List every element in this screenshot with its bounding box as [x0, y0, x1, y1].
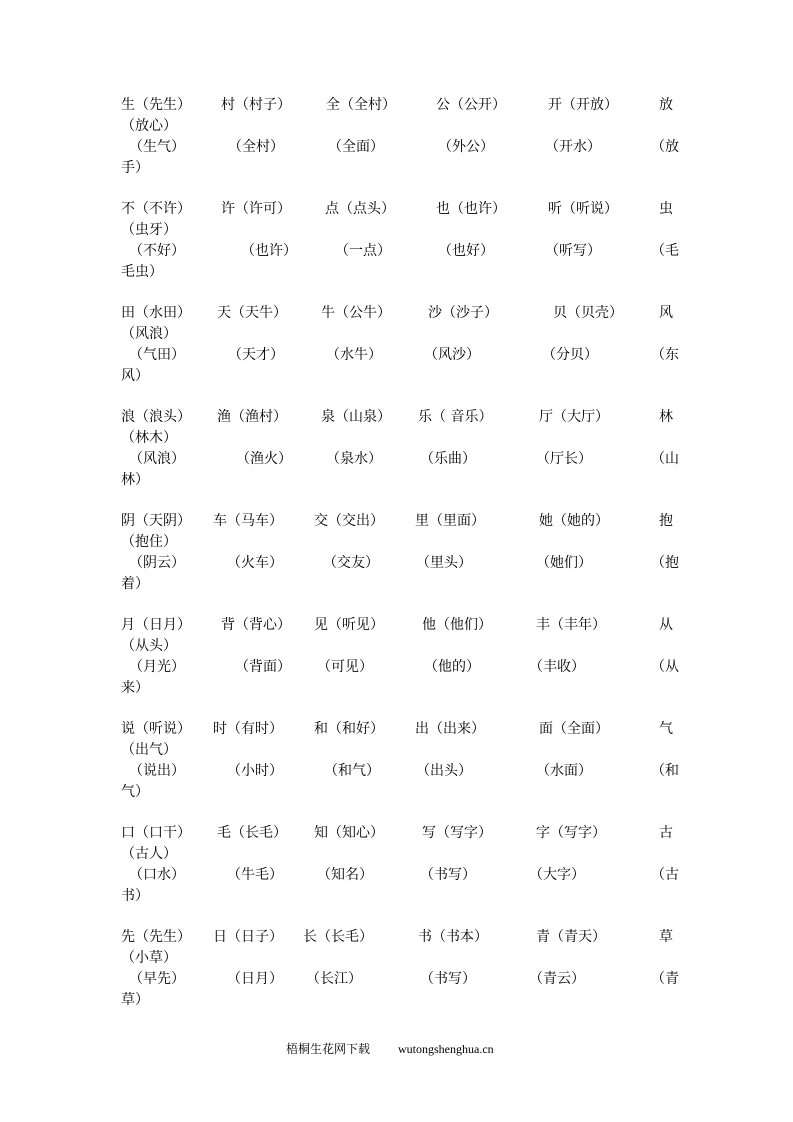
word-entry: 贝（贝壳） [553, 305, 623, 321]
word-entry: （毛 [651, 243, 679, 259]
word-row-secondary [121, 657, 679, 678]
word-entry-wrap: 毛虫） [121, 264, 163, 280]
word-entry: （分贝） [542, 347, 598, 363]
word-row-primary-wrap [121, 324, 674, 345]
word-entry: 面（全面） [539, 721, 609, 737]
word-entry: 乐（ 音乐） [418, 409, 493, 425]
word-entry-wrap: 草） [121, 992, 149, 1008]
word-entry: （大字） [529, 867, 585, 883]
word-entry: （交友） [323, 555, 379, 571]
word-row-secondary [121, 761, 679, 782]
word-entry: 先（先生） [121, 929, 191, 945]
word-entry: （气田） [129, 347, 185, 363]
word-entry-wrap: （风浪） [121, 326, 177, 342]
word-row-secondary [121, 345, 679, 366]
word-row-primary-wrap [121, 740, 674, 761]
word-row-secondary [121, 969, 679, 990]
word-row-secondary-wrap [121, 782, 674, 803]
word-entry: （东 [651, 347, 679, 363]
word-entry: 说（听说） [121, 721, 191, 737]
word-entry: 浪（浪头） [121, 409, 191, 425]
word-row-secondary [121, 137, 679, 158]
word-entry: （丰收） [529, 659, 585, 675]
word-entry: （风浪） [129, 451, 185, 467]
word-entry: （风沙） [424, 347, 480, 363]
word-entry: （早先） [129, 971, 185, 987]
word-entry: 放 [659, 97, 673, 113]
word-entry: 车（马车） [213, 513, 283, 529]
page-footer [286, 1040, 494, 1058]
word-entry: （小时） [227, 763, 283, 779]
word-row-secondary [121, 553, 679, 574]
word-entry: （一点） [335, 243, 391, 259]
word-row-secondary-wrap [121, 262, 674, 283]
word-entry: （从 [651, 659, 679, 675]
word-entry: （月光） [129, 659, 185, 675]
word-entry: （厅长） [536, 451, 592, 467]
word-entry: 字（写字） [536, 825, 606, 841]
word-row-primary-wrap [121, 844, 674, 865]
word-entry: （不好） [129, 243, 185, 259]
word-entry: （火车） [227, 555, 283, 571]
word-entry-wrap: 着） [121, 576, 149, 592]
word-entry: 知（知心） [314, 825, 384, 841]
word-entry: 毛（长毛） [217, 825, 287, 841]
word-entry: （开水） [545, 139, 601, 155]
word-row-primary [121, 511, 674, 532]
word-row-secondary [121, 241, 679, 262]
word-entry: （她们） [536, 555, 592, 571]
word-entry: （知名） [317, 867, 373, 883]
word-row-primary [121, 199, 674, 220]
word-entry-wrap: （出气） [121, 742, 177, 758]
word-entry: 长（长毛） [303, 929, 373, 945]
word-entry: （乐曲） [420, 451, 476, 467]
word-entry: （长江） [306, 971, 362, 987]
word-row-secondary-wrap [121, 470, 674, 491]
word-entry-wrap: （小草） [121, 950, 177, 966]
word-row-primary-wrap [121, 428, 674, 449]
word-row-primary [121, 95, 674, 116]
word-entry-wrap: （虫牙） [121, 222, 177, 238]
word-entry: 口（口干） [121, 825, 191, 841]
word-entry: 丰（丰年） [536, 617, 606, 633]
footer-site-link[interactable]: wutongshenghua.cn [398, 1042, 494, 1056]
word-entry-wrap: （放心） [121, 118, 177, 134]
word-entry: （生气） [129, 139, 185, 155]
word-entry: 田（水田） [121, 305, 191, 321]
word-entry: （放 [651, 139, 679, 155]
word-entry: （他的） [424, 659, 480, 675]
word-entry-wrap: （抱住） [121, 534, 177, 550]
footer-label: 梧桐生花网下载 [286, 1042, 371, 1056]
word-entry: （里头） [416, 555, 472, 571]
word-entry: （和 [651, 763, 679, 779]
word-entry: （出头） [416, 763, 472, 779]
word-entry: （牛毛） [227, 867, 283, 883]
word-entry-wrap: （林木） [121, 430, 177, 446]
word-entry-wrap: 手） [121, 160, 149, 176]
word-entry: 气 [659, 721, 673, 737]
word-entry: （听写） [545, 243, 601, 259]
word-row-secondary-wrap [121, 990, 674, 1011]
word-row-secondary-wrap [121, 678, 674, 699]
word-row-primary-wrap [121, 532, 674, 553]
word-entry: （可见） [317, 659, 373, 675]
word-entry: 她（她的） [539, 513, 609, 529]
word-entry: 古 [659, 825, 673, 841]
word-entry: 许（许可） [221, 201, 291, 217]
word-row-primary-wrap [121, 116, 674, 137]
word-entry: （全面） [328, 139, 384, 155]
word-entry: 青（青天） [536, 929, 606, 945]
word-entry: （泉水） [326, 451, 382, 467]
word-entry: （也好） [438, 243, 494, 259]
word-entry: 和（和好） [314, 721, 384, 737]
word-entry: （口水） [129, 867, 185, 883]
word-entry: 书（书本） [418, 929, 488, 945]
word-entry: （也许） [241, 243, 297, 259]
word-entry: 泉（山泉） [321, 409, 391, 425]
word-entry: 沙（沙子） [428, 305, 498, 321]
word-entry: （外公） [438, 139, 494, 155]
word-entry: 全（全村） [326, 97, 396, 113]
word-entry: （水面） [536, 763, 592, 779]
word-row-secondary-wrap [121, 158, 674, 179]
word-row-secondary-wrap [121, 574, 674, 595]
word-row-primary-wrap [121, 948, 674, 969]
word-entry: 厅（大厅） [539, 409, 609, 425]
word-entry: 草 [659, 929, 673, 945]
word-entry: 村（村子） [221, 97, 291, 113]
word-entry: 林 [659, 409, 673, 425]
word-entry-wrap: 书） [121, 888, 149, 904]
word-entry-wrap: 来） [121, 680, 149, 696]
word-entry: （水牛） [326, 347, 382, 363]
word-row-primary [121, 303, 674, 324]
word-entry: 交（交出） [314, 513, 384, 529]
word-entry: 时（有时） [213, 721, 283, 737]
word-entry: 他（他们） [422, 617, 492, 633]
word-entry: （书写） [420, 867, 476, 883]
word-entry: （青云） [529, 971, 585, 987]
word-entry: 背（背心） [221, 617, 291, 633]
word-entry-wrap: 风） [121, 368, 149, 384]
word-entry: （山 [651, 451, 679, 467]
word-entry: 也（也许） [436, 201, 506, 217]
word-entry: （全村） [228, 139, 284, 155]
word-entry: 公（公开） [436, 97, 506, 113]
word-entry: （说出） [129, 763, 185, 779]
word-entry: （抱 [651, 555, 679, 571]
word-entry: （古 [651, 867, 679, 883]
word-row-primary-wrap [121, 636, 674, 657]
word-entry-wrap: 气） [121, 784, 149, 800]
word-row-primary [121, 823, 674, 844]
word-entry: 生（先生） [121, 97, 191, 113]
word-row-primary [121, 719, 674, 740]
word-row-primary [121, 615, 674, 636]
word-entry: 开（开放） [548, 97, 618, 113]
word-entry: 见（听见） [314, 617, 384, 633]
word-row-primary [121, 927, 674, 948]
word-entry-wrap: 林） [121, 472, 149, 488]
word-entry: 点（点头） [325, 201, 395, 217]
word-entry: （和气） [324, 763, 380, 779]
word-entry: 听（听说） [548, 201, 618, 217]
word-entry: 天（天牛） [217, 305, 287, 321]
word-entry: 出（出来） [415, 721, 485, 737]
word-entry: （背面） [235, 659, 291, 675]
word-entry: 日（日子） [213, 929, 283, 945]
word-entry: （渔火） [236, 451, 292, 467]
word-row-primary-wrap [121, 220, 674, 241]
word-entry: 里（里面） [415, 513, 485, 529]
word-entry: 不（不许） [121, 201, 191, 217]
word-row-secondary [121, 865, 679, 886]
word-entry: 虫 [659, 201, 673, 217]
word-entry: 风 [659, 305, 673, 321]
word-entry: 牛（公牛） [321, 305, 391, 321]
word-entry: （日月） [227, 971, 283, 987]
word-row-secondary-wrap [121, 366, 674, 387]
word-row-primary [121, 407, 674, 428]
word-row-secondary [121, 449, 679, 470]
word-entry: （青 [651, 971, 679, 987]
word-entry: （书写） [420, 971, 476, 987]
word-entry: 抱 [659, 513, 673, 529]
word-entry: （天才） [228, 347, 284, 363]
word-entry-wrap: （从头） [121, 638, 177, 654]
word-entry: 月（日月） [121, 617, 191, 633]
word-entry: 阴（天阴） [121, 513, 191, 529]
word-entry-wrap: （古人） [121, 846, 177, 862]
word-row-secondary-wrap [121, 886, 674, 907]
word-entry: 渔（渔村） [217, 409, 287, 425]
word-entry: 从 [659, 617, 673, 633]
word-entry: （阴云） [129, 555, 185, 571]
word-entry: 写（写字） [422, 825, 492, 841]
